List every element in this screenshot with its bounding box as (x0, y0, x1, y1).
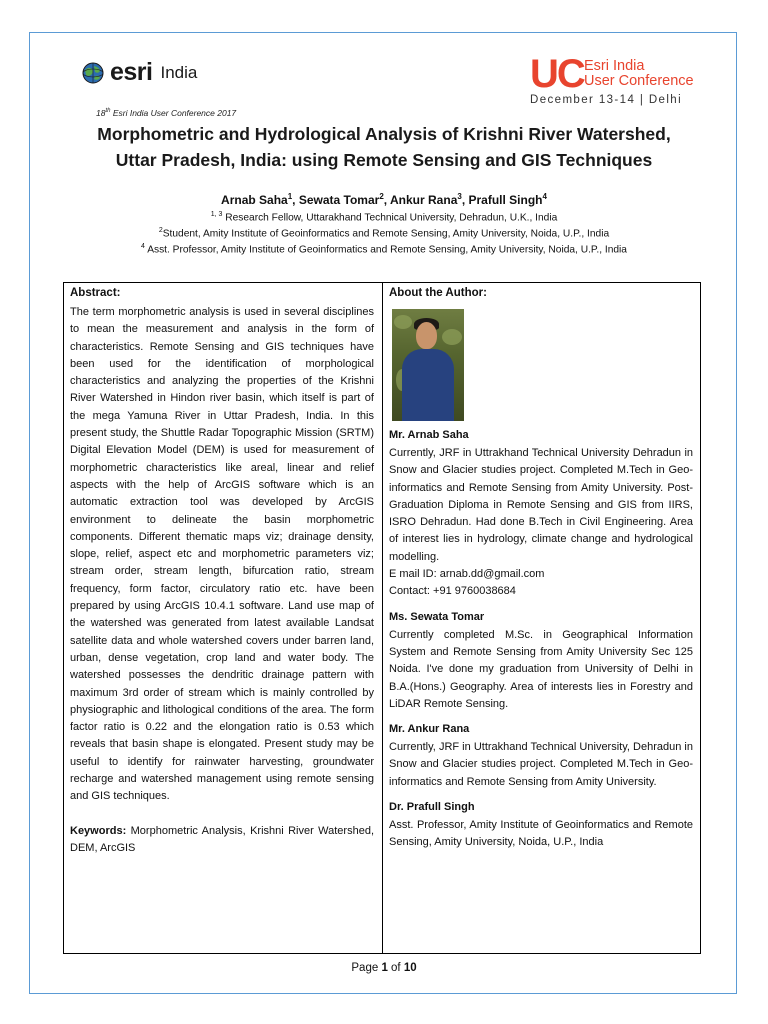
author-name: Mr. Arnab Saha (389, 429, 469, 441)
uc-line2: User Conference (584, 73, 694, 89)
author-email: E mail ID: arnab.dd@gmail.com (389, 568, 545, 581)
affiliation: $^{1, 3}$ Research Fellow, Uttarakhand Technical University, Dehradun, U.K., India (210, 211, 558, 224)
author-name: Dr. Prafull Singh (389, 801, 475, 814)
paper-title-line1: Morphometric and Hydrological Analysis of Krishni River Watershed, (97, 124, 671, 144)
author-list: Arnab Saha$^1$, Sewata Tomar$^2$, Ankur Rana$^3$, Prafull Singh$^4$ (221, 192, 547, 207)
esri-country: India (160, 62, 198, 82)
about-column (389, 287, 693, 852)
conference-label: 18th Esri India User Conference 2017 (96, 108, 237, 118)
uc-mark: UC (530, 52, 584, 96)
esri-wordmark: esri (110, 58, 153, 86)
author-name: Ms. Sewata Tomar (389, 610, 485, 623)
author-name: Mr. Ankur Rana (389, 723, 470, 736)
uc-line1: Esri India (584, 58, 645, 74)
author: Arnab Saha (221, 193, 288, 207)
author-phone: Contact: +91 9760038684 (389, 585, 516, 598)
abstract-author-table (63, 282, 701, 954)
column-divider (382, 283, 383, 953)
abstract-column (70, 287, 374, 857)
uc-dates: December 13-14 | Delhi (530, 94, 683, 106)
paper-title-line2: Uttar Pradesh, India: using Remote Sensing and GIS Techniques (115, 150, 653, 170)
affiliation: $^2$Student, Amity Institute of Geoinformatics and Remote Sensing, Amity University, Noida, U.P., India (158, 227, 610, 240)
author: Ankur Rana (390, 193, 458, 207)
author-bio: Currently, JRF in Uttrakhand Technical University Dehradun in Snow and Glacier studies project. Completed M.Tech in Geo-informatics and Remote Sensing from Amity University. Post-Graduation Diploma in Remote Sensing and GIS from IIRS, ISRO Dehradun. Had done B.Tech in Civil Engineering. Area of interest lies in hydrology, climate change and hydrological modelling. (389, 447, 693, 563)
user-conference-logo (530, 52, 700, 110)
esri-india-logo (82, 58, 197, 87)
author-bio: Asst. Professor, Amity Institute of Geoinformatics and Remote Sensing, Amity University, Noida, U.P., India (389, 819, 693, 849)
abstract-body: The term morphometric analysis is used in several disciplines to mean the measurement and analysis in the form of characteristics. Remote Sensing and GIS techniques have been used for the identification of morphological characteristics and analyzing the properties of the Krishni River Watershed in Hindon river basin, which itself is part of the mega Yamuna River in Uttar Pradesh, India. In this present study, the Shuttle Radar Topographic Mission (SRTM) Digital Elevation Model (DEM) is used for measurement of morphometric characteristics like areal, linear and relief aspects with the help of ArcGIS software which is an automatic extraction tool was developed by ArcGIS environment to delineate the basin morphometric components. Different thematic maps viz; drainage density, slope, relief, aspect etc and morphometric parameters viz; stream order, stream length, bifurcation ratio, stream frequency, form factor, circulatory ratio etc. have been prepared by using ArcGIS 10.4.1 software. Land use map of the watershed was generated from latest available Landsat satellite data and whole watershed covers under barren land, urban, dense vegetation, crop land and water body. The watershed possesses the dendritic drainage pattern with maximum 3rd order of stream which is mainly controlled by physiographic and lithological conditions of the area. The form factor ratio is 0.22 and the elongation ratio is 0.53 which reveals that basin shape is elongated. Present study may be useful to identify for rainwater harvesting, groundwater recharge and watershed management using remote sensing and GIS techniques. (70, 306, 374, 803)
abstract-heading: Abstract: (70, 287, 121, 299)
author: Sewata Tomar (298, 193, 380, 207)
globe-icon (82, 62, 104, 84)
author-bio: Currently completed M.Sc. in Geographical Information System and Remote Sensing from Amity University Sec 125 Noida. I've done my graduation from University of Delhi in B.A.(Hons.) Geography. Area of interests lies in Forestry and LiDAR Remote Sensing. (389, 628, 693, 710)
keywords: Keywords: Morphometric Analysis, Krishni River Watershed, DEM, ArcGIS (70, 824, 374, 854)
page-number: Page 1 of 10 (351, 962, 417, 974)
author-bio: Currently, JRF in Uttrakhand Technical University, Dehradun in Snow and Glacier studies project. Completed M.Tech in Geo-informatics and Remote Sensing from Amity University. (389, 741, 693, 788)
author-photo (392, 309, 464, 421)
author: Prafull Singh (468, 193, 543, 207)
about-heading: About the Author: (389, 287, 487, 299)
affiliation: $^4$ Asst. Professor, Amity Institute of Geoinformatics and Remote Sensing, Amity University, Noida, U.P., India (141, 243, 627, 256)
